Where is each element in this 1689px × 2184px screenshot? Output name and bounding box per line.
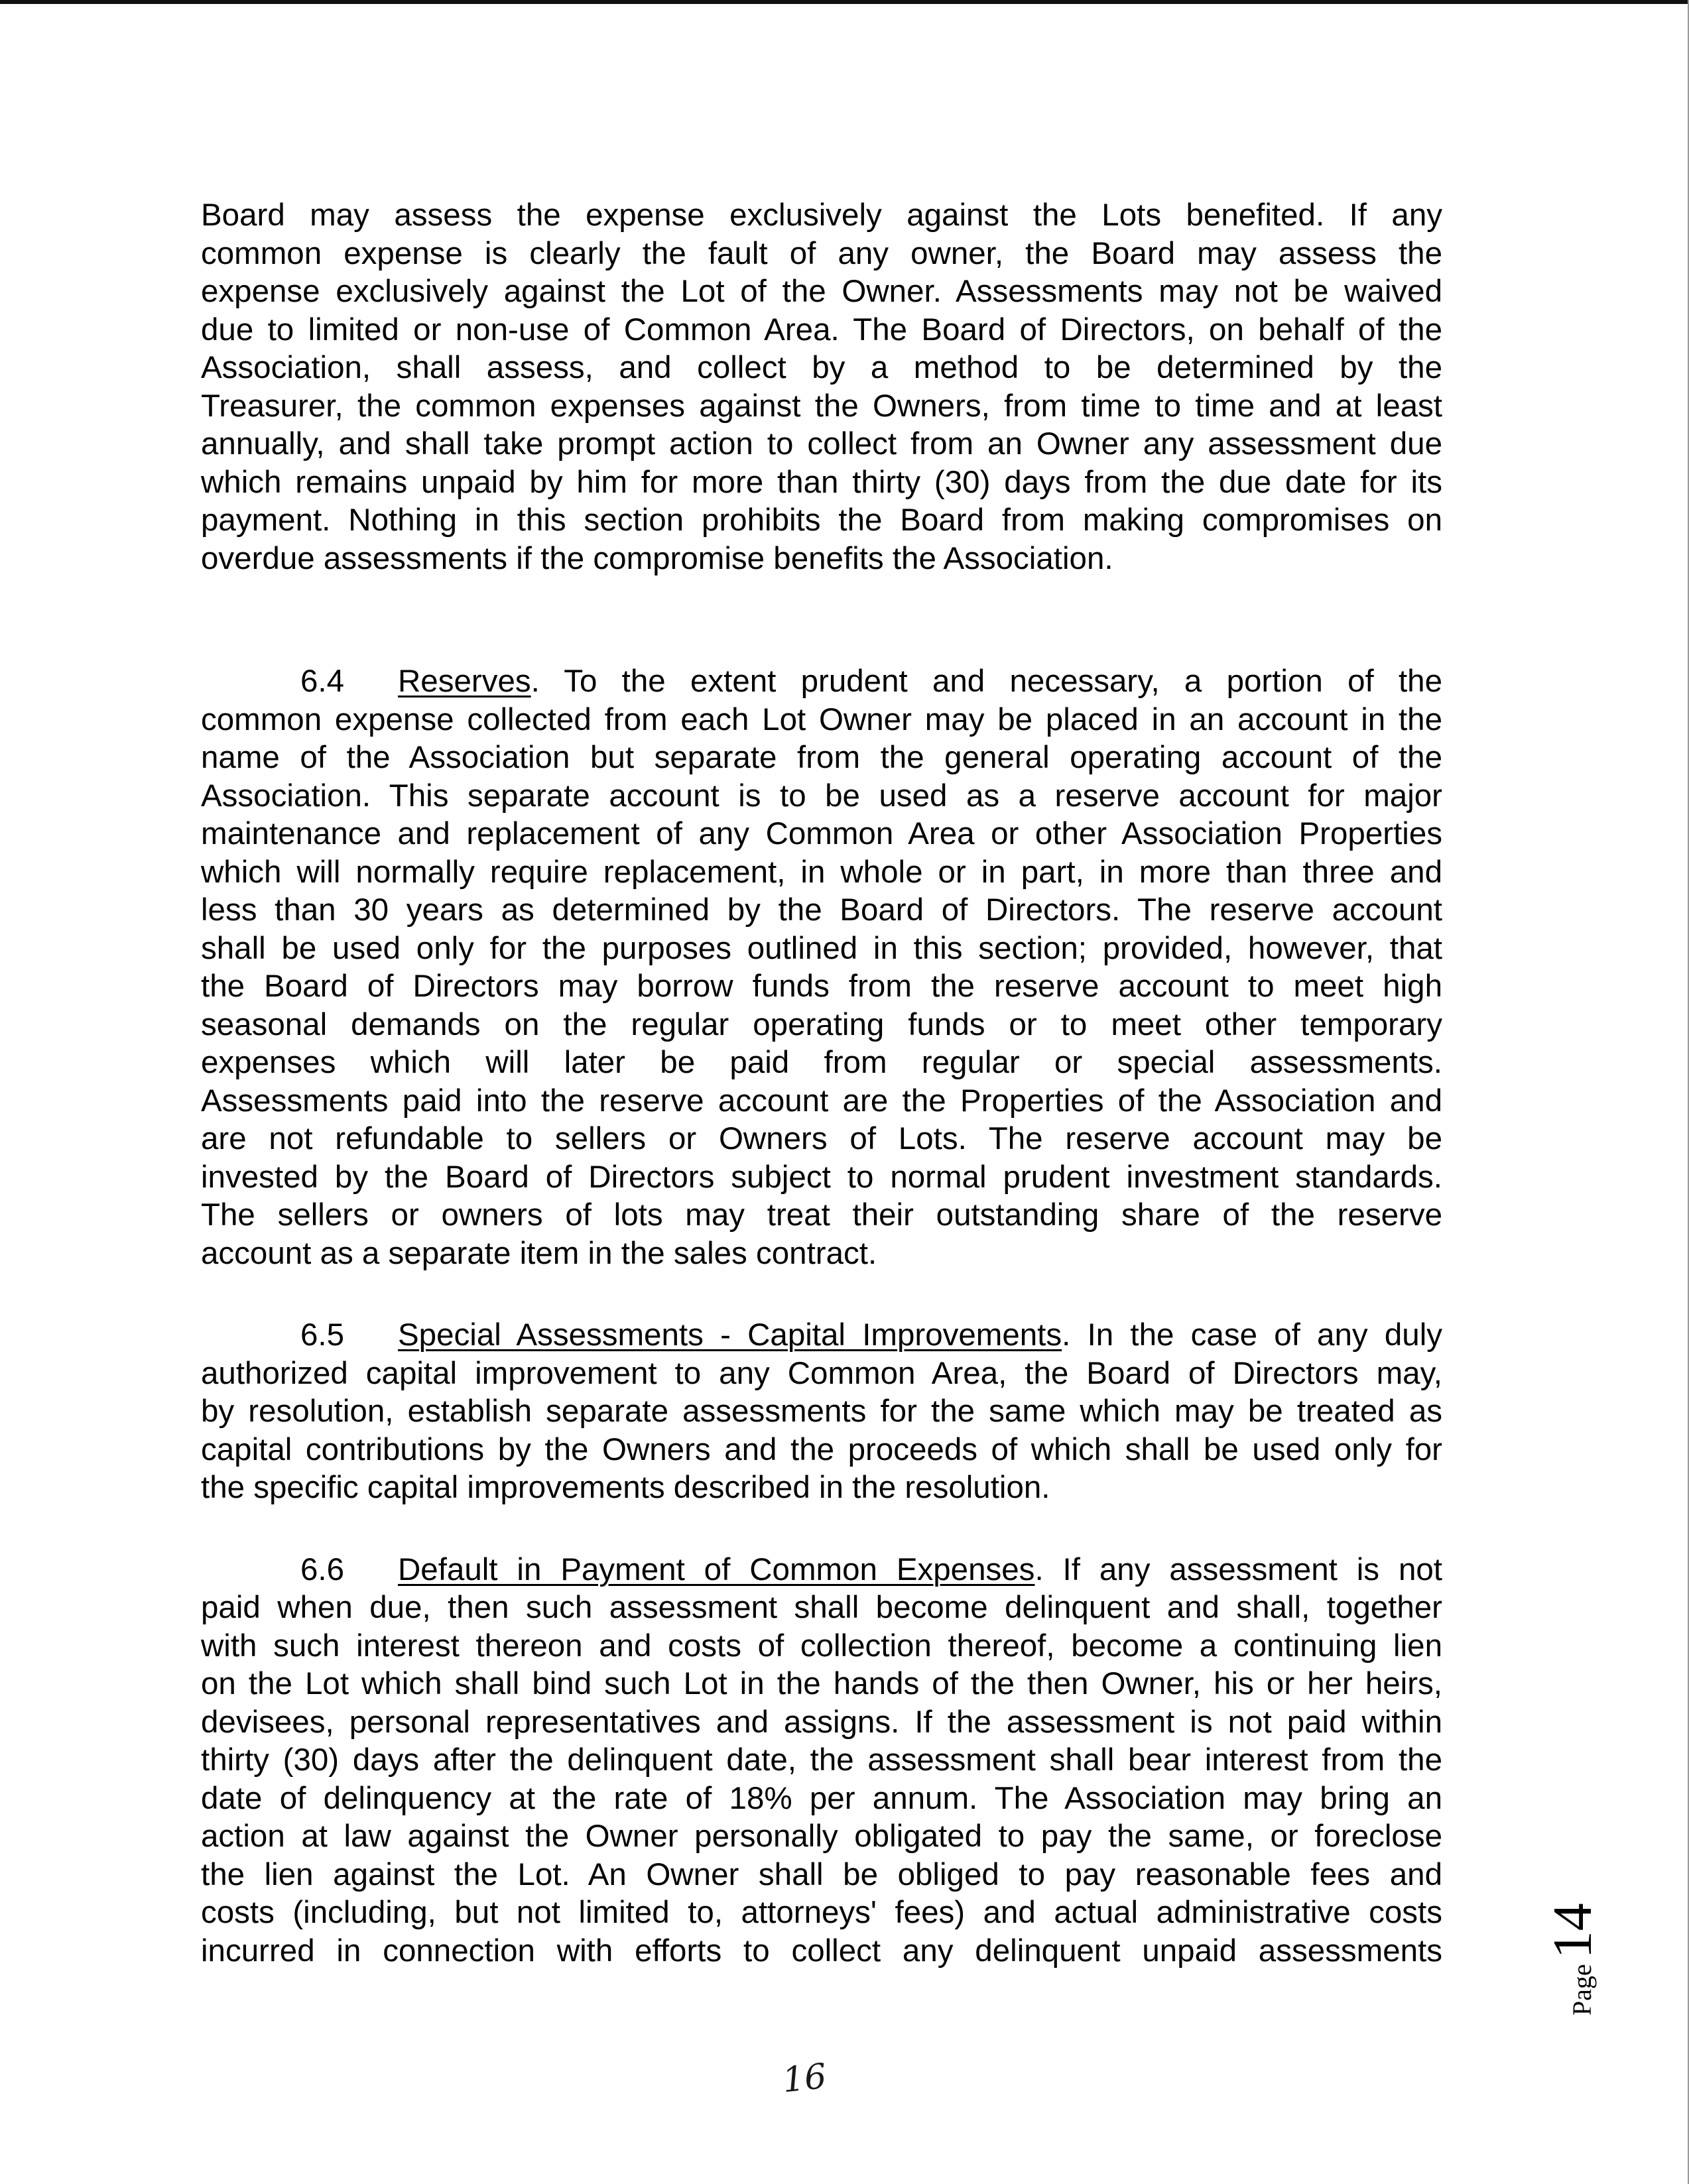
section-6-5-special-assessments (201, 1316, 1442, 1507)
text-line: Board may assess the expense exclusively against the Lots benefited. If any (201, 198, 1442, 233)
section-heading: Reserves (398, 664, 531, 699)
page-number-stamp (1542, 1843, 1605, 2016)
section-6-6-default-in-payment (201, 1551, 1442, 1971)
text-line: paid when due, then such assessment shall become delinquent and shall, together (201, 1590, 1442, 1625)
text-line: Association. This separate account is to be used as a reserve account for major (201, 778, 1442, 814)
text-line: name of the Association but separate from the general operating account of the (201, 740, 1442, 775)
section-6-4-reserves (201, 662, 1442, 1272)
text-line: devisees, personal representatives and assigns. If the assessment is not paid within (201, 1704, 1442, 1740)
scan-top-edge (0, 0, 1689, 4)
section-first-line (201, 1316, 1442, 1355)
page-label: Page (1567, 1964, 1597, 2016)
section-number: 6.6 (300, 1551, 345, 1587)
text-line: the Board of Directors may borrow funds from the reserve account to meet high (201, 969, 1442, 1004)
text-line: annually, and shall take prompt action to collect from an Owner any assessment due (201, 426, 1442, 461)
text-line: maintenance and replacement of any Common Area or other Association Properties (201, 816, 1442, 851)
text-line: incurred in connection with efforts to collect any delinquent unpaid assessments (201, 1933, 1442, 1969)
section-number: 6.5 (300, 1317, 345, 1353)
text-line: with such interest thereon and costs of collection thereof, become a continuing lien (201, 1628, 1442, 1664)
text-line: are not refundable to sellers or Owners of Lots. The reserve account may be (201, 1121, 1442, 1156)
text-line: costs (including, but not limited to, attorneys' fees) and actual administrative costs (201, 1895, 1442, 1930)
text-line: payment. Nothing in this section prohibits the Board from making compromises on (201, 503, 1442, 538)
handwritten-page-mark: 16 (781, 2056, 829, 2101)
text-line: common expense collected from each Lot Owner may be placed in an account in the (201, 701, 1442, 737)
page-number: 14 (1542, 1903, 1603, 1959)
text-line: expense exclusively against the Lot of the Owner. Assessments may not be waived (201, 274, 1442, 309)
text-line: thirty (30) days after the delinquent date, the assessment shall bear interest from the (201, 1742, 1442, 1778)
text-line: which will normally require replacement, in whole or in part, in more than three and (201, 854, 1442, 890)
text-line: Association, shall assess, and collect by a method to be determined by the (201, 350, 1442, 385)
text-line: action at law against the Owner personally obligated to pay the same, or foreclose (201, 1819, 1442, 1854)
text-line: on the Lot which shall bind such Lot in the hands of the then Owner, his or her heirs, (201, 1666, 1442, 1701)
text-line: which remains unpaid by him for more than thirty (30) days from the due date for its (201, 464, 1442, 500)
text-line: the lien against the Lot. An Owner shall be obliged to pay reasonable fees and (201, 1856, 1442, 1892)
section-number: 6.4 (300, 664, 345, 699)
text-line: the specific capital improvements described in the resolution. (201, 1470, 1050, 1505)
text-line: expenses which will later be paid from regular or special assessments. (201, 1045, 1442, 1080)
section-first-line-text: . In the case of any duly (1062, 1317, 1443, 1353)
section-heading: Default in Payment of Common Expenses (398, 1551, 1035, 1587)
text-line: Assessments paid into the reserve account are the Properties of the Association and (201, 1083, 1442, 1119)
text-line: overdue assessments if the compromise benefits the Association. (201, 540, 1113, 576)
text-line: capital contributions by the Owners and the proceeds of which shall be used only for (201, 1431, 1442, 1467)
section-first-line-text: . If any assessment is not (1034, 1551, 1442, 1587)
text-line: Treasurer, the common expenses against the Owners, from time to time and at least (201, 388, 1442, 424)
text-line: less than 30 years as determined by the Board of Directors. The reserve account (201, 892, 1442, 928)
text-line: invested by the Board of Directors subject to normal prudent investment standards. (201, 1159, 1442, 1195)
section-first-line (201, 1551, 1442, 1589)
section-heading: Special Assessments - Capital Improvements (398, 1317, 1062, 1353)
section-first-line-text: . To the extent prudent and necessary, a portion of the (531, 664, 1442, 699)
text-line: due to limited or non-use of Common Area. The Board of Directors, on behalf of the (201, 312, 1442, 347)
section-first-line (201, 662, 1442, 701)
text-line: account as a separate item in the sales contract. (201, 1235, 877, 1271)
text-line: date of delinquency at the rate of 18% per annum. The Association may bring an (201, 1780, 1442, 1816)
text-line: common expense is clearly the fault of any owner, the Board may assess the (201, 235, 1442, 271)
text-line: by resolution, establish separate assessments for the same which may be treated as (201, 1394, 1442, 1429)
text-line: The sellers or owners of lots may treat their outstanding share of the reserve (201, 1197, 1442, 1233)
document-body (201, 196, 1442, 1970)
text-line: authorized capital improvement to any Common Area, the Board of Directors may, (201, 1355, 1442, 1391)
paragraph-continuation (201, 196, 1442, 577)
text-line: shall be used only for the purposes outlined in this section; provided, however, that (201, 930, 1442, 966)
text-line: seasonal demands on the regular operating funds or to meet other temporary (201, 1006, 1442, 1042)
